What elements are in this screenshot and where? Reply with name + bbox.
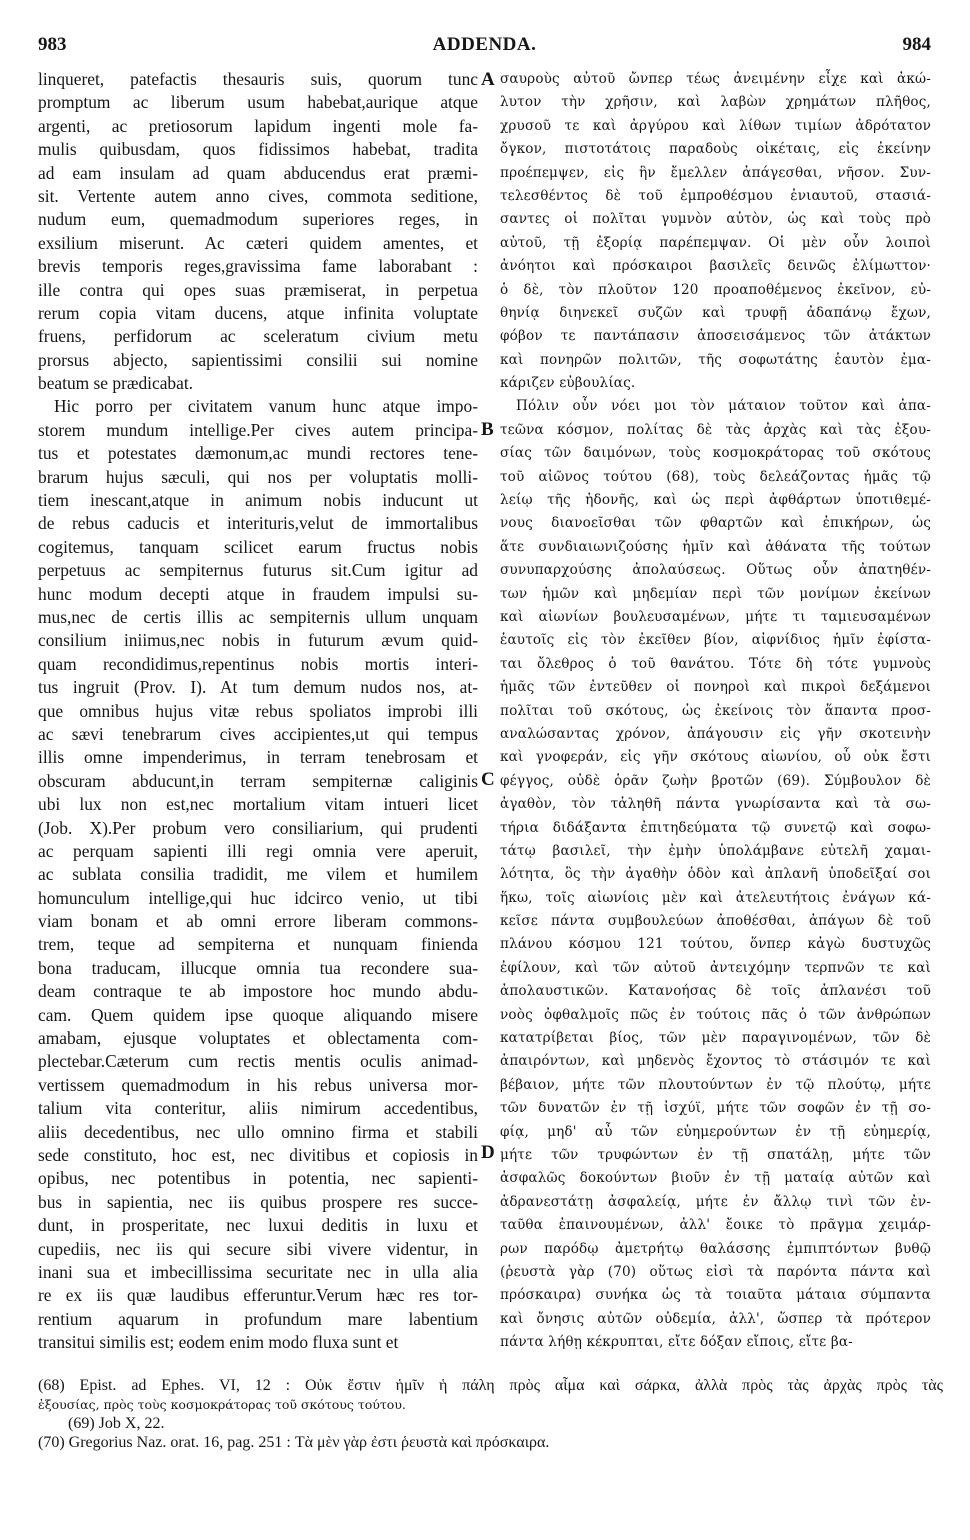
greek-text-line: καὶ γνοφεράν, εἰς γῆν σκότους αἰωνίου, οὗ οὐκ ἔστι <box>500 749 931 766</box>
greek-text-line: προέπεμψεν, εἰς ἣν ἔμελλεν ἀπάγεσθαι, νῆσον. Συν- <box>500 164 931 181</box>
greek-text-line: πρόσκαιρα) συνήκα ὡς τὰ τοιαῦτα μάταια σύμπαντα <box>500 1287 931 1304</box>
latin-text-line: re ex iis quæ laudibus efferuntur.Verum hæc res tor- <box>38 1285 478 1306</box>
greek-text-line: ἀνόητοι καὶ πρόσκαιροι βασιλεῖς δεινῶς ἐλίμωττον· <box>500 258 931 275</box>
greek-text-line: βέβαιον, μήτε τῶν πλουτούντων ἐν τῷ πλούτῳ, μήτε <box>500 1076 931 1093</box>
latin-text-line: que omnibus hujus vitæ rebus spoliatos improbi illi <box>38 700 478 721</box>
latin-text-line: opibus, nec potentibus in potentia, nec sapienti- <box>38 1168 478 1189</box>
latin-text-line: ac perquam sapienti illi regi omnia vere aperuit, <box>38 840 478 861</box>
latin-column <box>38 68 478 1354</box>
latin-text-line: tiem inescant,atque in animum nobis inducunt ut <box>38 490 478 511</box>
margin-marker-b: B <box>481 419 494 440</box>
latin-text-line: de rebus caducis et interituris,velut de immortalibus <box>38 513 478 534</box>
greek-text-line: σαυροὺς αὐτοῦ ὤνπερ τέως ἀνειμένην εἶχε καὶ ἀκώ- <box>500 71 931 87</box>
latin-text-line: plectebar.Cæterum cum rectis mentis oculis animad- <box>38 1051 478 1072</box>
latin-text-line: tus ingruit (Prov. I). At tum demum nudos nos, at- <box>38 677 478 698</box>
latin-text-line: storem mundum intellige.Per cives autem principa- <box>38 419 478 440</box>
latin-text-line: mulis quibusdam, quos fidissimos habebat, tradita <box>38 139 478 160</box>
greek-text-line: κατατρίβεται βίος, τῶν μὲν παραγινομένων, τῶν δὲ <box>500 1030 931 1047</box>
latin-text-line: fruens, perfidorum ac sceleratum civium metu <box>38 326 478 347</box>
greek-text-line: σίας τῶν δαιμόνων, τοὺς κοσμοκράτορας τοῦ σκότους <box>500 445 931 462</box>
greek-column <box>500 68 931 1354</box>
latin-text-line: linqueret, patefactis thesauris suis, quorum tunc <box>38 69 478 89</box>
latin-text-line: promptum ac liberum usum habebat,aurique atque <box>38 92 478 113</box>
greek-text-line: ἐφίλουν, καὶ τῶν αὐτοῦ ἀντειχόμην τερπνῶν τε καὶ <box>500 959 931 976</box>
latin-text-line: rentium aquarum in profundum mare labentium <box>38 1308 478 1329</box>
greek-text-line: φίᾳ, μηδ' αὖ τῶν εὐημερούντων ἐν τῇ εὐημερίᾳ, <box>500 1123 931 1140</box>
greek-text-line: πάντα λήθῃ κέκρυπται, εἴτε δόξαν εἴποις, εἴτε βα- <box>500 1334 853 1351</box>
greek-text-line: πολῖται τοῦ σκότους, ὡς ἐκείνοις τὸν ἅπαντα προσ- <box>500 702 931 719</box>
greek-text-line: συνυπαρχούσης ἀπολαύσεως. Οὕτως οὖν ἀπατηθέν- <box>500 562 931 579</box>
latin-text-line: inani sua et imbecillissima securitate nec in ulla alia <box>38 1261 478 1282</box>
greek-text-line: ὄγκον, πιστοτάτοις παραδοὺς οἰκέταις, εἰς ἐκείνην <box>500 141 931 158</box>
greek-text-line: κάριζεν εὐβουλίας. <box>500 375 636 392</box>
greek-text-line: ρων παρόδῳ ἀμετρήτῳ θαλάσσης ἐμπιπτόντων βυθῷ <box>500 1240 931 1257</box>
latin-text-line: transitui similis est; eodem enim modo fluxa sunt et <box>38 1332 399 1353</box>
greek-text-line: ἀδρανεστάτῃ ἀσφαλείᾳ, μήτε ἐν ἄλλῳ τινὶ τῶν ἐν- <box>500 1193 931 1210</box>
greek-text-line: ἀσφαλῶς δοκούντων βιοῦν ἐν τῇ ματαίᾳ αὐτῶν καὶ <box>500 1170 931 1187</box>
latin-text-line: ac sublata consilia tradidit, me vilem et humilem <box>38 864 478 885</box>
greek-text-line: ἑαυτοῖς εἰς τὸν ἐκεῖθεν βίον, αἰφνίδιος ἡμῖν ἐφίστα- <box>500 632 931 649</box>
latin-text-line: vertissem quemadmodum in his rebus universa mor- <box>38 1074 478 1095</box>
greek-text-line: φόβον τε παντάπασιν ἀποσεισάμενος τῶν ἀτάκτων <box>500 328 931 345</box>
greek-text-line: τοῦ αἰῶνος τούτου (68), τοὺς δελεάζοντας ἡμᾶς τῷ <box>500 468 931 485</box>
footnote-70: (70) Gregorius Naz. orat. 16, pag. 251 : Τὰ μὲν γὰρ ἐστι ῥευστὰ καὶ πρόσκαιρα. <box>38 1434 550 1451</box>
greek-text-line: σαντες οἱ πολῖται γυμνὸν αὐτὸν, ὡς καὶ τοὺς πρὸ <box>500 211 931 228</box>
greek-text-line: νοὸς ὀφθαλμοῖς πῶς ἐν τούτοις πᾶς ὁ τῶν ἀνθρώπων <box>500 1006 931 1023</box>
greek-text-line: τῶν δυνατῶν ἐν τῇ ἰσχύϊ, μήτε τῶν σοφῶν ἐν τῇ σο- <box>500 1100 931 1117</box>
greek-text-line: λείῳ τῆς ἡδονῆς, καὶ ὡς περὶ ἀφθάρτων ὑποτιθεμέ- <box>500 492 931 509</box>
latin-text-line: sede constituto, hoc est, nec divitibus et copiosis in <box>38 1144 478 1165</box>
latin-text-line: ac sævi tenebrarum cives accipientes,ut qui tempus <box>38 723 478 744</box>
greek-text-line: κεῖσε πάντα συμβουλεύων ἀποθέσθαι, ἀπάγων δὲ τοῦ <box>500 913 931 930</box>
greek-text-line: πλάνου κόσμου 121 τούτου, ὅνπερ κἀγὼ δυστυχῶς <box>500 936 931 953</box>
greek-text-line: θηνίᾳ διηνεκεῖ συζῶν καὶ τρυφῇ ἀδαπάνῳ ἔχων, <box>500 304 931 321</box>
greek-text-line: ἀπαιρόντων, καὶ μηδενὸς ἔχοντος τὸ στάσιμόν τε καὶ <box>500 1053 931 1070</box>
latin-text-line: perpetuus ac sempiternus futurus sit.Cum igitur ad <box>38 560 478 581</box>
latin-text-line: quam recondidimus,repentinus nobis mortis interi- <box>38 653 478 674</box>
latin-text-line: viam bonam et ab omni errore liberam commons- <box>38 911 478 932</box>
greek-text-line: Πόλιν οὖν νόει μοι τὸν μάταιον τοῦτον καὶ ἀπα- <box>516 398 931 415</box>
greek-text-line: μήτε τῶν τρυφώντων ἐν τῇ σπατάλῃ, μήτε τῶν <box>500 1146 931 1163</box>
greek-text-line: τεῶνα κόσμον, πολίτας δὲ τὰς ἀρχὰς καὶ τὰς ἐξου- <box>500 421 931 438</box>
latin-text-line: ille contra qui opes suas præmiserat, in perpetua <box>38 279 478 300</box>
latin-text-line: argenti, ac pretiosorum lapidum ingenti mole fa- <box>38 115 478 136</box>
latin-text-line: cogitemus, tanquam scilicet earum fructus nobis <box>38 536 478 557</box>
latin-text-line: prorsus abjecto, sapientissimi consilii sui nomine <box>38 349 478 370</box>
latin-text-line: cam. Quem quidem ipse quoque aliquando misere <box>38 1004 478 1025</box>
greek-text-line: χρυσοῦ τε καὶ ἀργύρου καὶ λίθων τιμίων ἀδρότατον <box>500 117 931 134</box>
greek-text-line: λυτον τὴν χρῆσιν, καὶ λαβὼν χρημάτων πλῆθος, <box>500 94 931 111</box>
latin-text-line: ubi lux non est,nec mortalium vitam intueri licet <box>38 794 478 815</box>
latin-text-line: (Job. X).Per probum vero consiliarium, qui prudenti <box>38 817 478 838</box>
latin-text-line: ad eam insulam ad quam abducendus erat præmi- <box>38 162 478 183</box>
greek-text-line: λότητα, ὃς τὴν ἀγαθὴν ὁδὸν καὶ ἀπλανῆ ὑποδεῖξαί σοι <box>500 866 931 883</box>
greek-text-line: καὶ αἰωνίων βουλευσαμένων, μήτε τι ταμιευσαμένων <box>500 608 931 625</box>
latin-text-line: bona traducam, illucque omnia tua recondere sua- <box>38 957 478 978</box>
greek-text-line: φέγγος, οὐδὲ ὁρᾶν ζωὴν βροτῶν (69). Σύμβουλον δὲ <box>500 772 931 789</box>
latin-text-line: tus et potestates dæmonum,ac mundi rectores tene- <box>38 443 478 464</box>
greek-text-line: αὐτοῦ, τῇ ἐξορίᾳ παρέπεμψαν. Οἱ μὲν οὖν λοιποὶ <box>500 234 931 251</box>
latin-text-line: homunculum intellige,qui huc idcirco venio, ut tibi <box>38 887 478 908</box>
latin-text-line: beatum se prædicabat. <box>38 373 194 394</box>
footnote-68-continued: ἐξουσίας, πρὸς τοὺς κοσμοκράτορας τοῦ σκότους τούτου. <box>38 1397 406 1412</box>
running-title: ADDENDA. <box>432 34 537 55</box>
greek-text-line: ἀγαθὸν, τὸν τἀληθῆ πάντα γνωρίσαντα καὶ τὰ σω- <box>500 796 931 813</box>
greek-text-line: ἥκω, τοῖς αἰωνίοις μὲν καὶ ἀτελευτήτοις ἐνάγων κά- <box>500 889 931 906</box>
margin-marker-a: A <box>481 69 495 90</box>
footnotes <box>38 1376 943 1452</box>
latin-text-line: cupediis, nec iis qui secure sibi vivere videntur, in <box>38 1238 478 1259</box>
latin-text-line: bus in sapientia, nec iis quibus prospere res succe- <box>38 1191 478 1212</box>
latin-text-line: deam contraque te ab impostore hoc mundo abdu- <box>38 981 478 1002</box>
greek-text-line: τελεσθέντος δὲ τοῦ ἐμπροθέσμου ἐνιαυτοῦ, στασιά- <box>500 187 931 204</box>
latin-text-line: dunt, in prosperitate, nec luxui deditis in luxu et <box>38 1215 478 1236</box>
latin-text-line: rerum copia vitam ducens, atque infinita voluptate <box>38 302 478 323</box>
greek-text-line: των ἡμῶν καὶ μηδεμίαν περὶ τῶν μονίμων ἐκείνων <box>500 585 931 602</box>
page-number-left: 983 <box>38 34 67 55</box>
greek-text-line: καὶ πονηρῶν πολιτῶν, τῆς σοφωτάτης ἑαυτὸν ἐμα- <box>500 351 931 368</box>
latin-text-line: obscuram abducunt,in terram sempiternæ caliginis <box>38 770 478 791</box>
page-number-right: 984 <box>902 34 931 55</box>
running-header <box>38 34 931 58</box>
latin-text-line: aliis decedentibus, nec ullo omnino firma et stabili <box>38 1121 478 1142</box>
latin-text-line: Hic porro per civitatem vanum hunc atque impo- <box>54 396 478 417</box>
greek-text-line: ται ὄλεθρος ὁ τοῦ θανάτου. Τότε δὴ τότε γυμνοὺς <box>500 655 931 672</box>
greek-text-line: ἡμᾶς τῶν ἐντεῦθεν οἱ πονηροὶ καὶ πικροὶ δεξάμενοι <box>500 679 931 696</box>
latin-text-line: exsilium miserunt. Ac cæteri quidem amentes, et <box>38 232 478 253</box>
greek-text-line: καὶ ὄνησις αὐτῶν οὐδεμία, ἀλλ', ὥσπερ τὰ πρότερον <box>500 1310 931 1327</box>
greek-text-line: ἅτε συνδιαιωνιζούσης ἡμῖν καὶ ἀθάνατα τῆς τούτων <box>500 538 931 555</box>
latin-text-line: illis omne impenderimus, in terram tenebrosam et <box>38 747 478 768</box>
greek-text-line: νους διανοεῖσθαι τῶν φθαρτῶν καὶ ἐπικήρων, ὡς <box>500 515 931 532</box>
footnote-68: (68) Epist. ad Ephes. VI, 12 : Οὐκ ἔστιν ἡμῖν ἡ πάλη πρὸς αἷμα καὶ σάρκα, ἀλλὰ πρὸς τὰς ἀρχὰς πρὸς τὰς <box>38 1377 943 1394</box>
greek-text-line: (ῥευστὰ γὰρ (70) οὕτως εἰσὶ τὰ παρόντα πάντα καὶ <box>500 1263 931 1280</box>
greek-text-line: ταῦθα ἐπαινουμένων, ἀλλ' ἔοικε τὸ πρᾶγμα χειμάρ- <box>500 1217 931 1234</box>
latin-text-line: mus,nec de certis illis ac sempiternis ullum unquam <box>38 606 478 627</box>
latin-text-line: trem, teque ad sempiterna et nunquam finienda <box>38 934 478 955</box>
greek-text-line: τήρια διδάξαντα ἐπιτηδεύματα τῷ συνετῷ καὶ σοφω- <box>500 819 931 836</box>
latin-text-line: nudum eum, quemadmodum superiores reges, in <box>38 209 478 230</box>
greek-text-line: ὁ δὲ, τὸν πλοῦτον 120 προαποθέμενος ἐκεῖνον, εὐ- <box>500 281 931 298</box>
greek-text-line: ἀπολαυστικῶν. Κατανοήσας δὲ τοῖς ἀπλανέσι τοῦ <box>500 983 931 1000</box>
latin-text-line: talium vita conteritur, aliis nimirum accedentibus, <box>38 1098 478 1119</box>
latin-text-line: consilium iniimus,nec nobis in futurum ævum quid- <box>38 630 478 651</box>
latin-text-line: sit. Vertente autem anno cives, commota seditione, <box>38 185 478 206</box>
latin-text-line: brarum hujus sæculi, qui nos per voluptatis molli- <box>38 466 478 487</box>
margin-marker-c: C <box>481 769 495 790</box>
greek-text-line: τάτῳ βασιλεῖ, τὴν ἐμὴν ὑπολάμβανε εὐτελῆ χαμαι- <box>500 842 931 859</box>
greek-text-line: αναλώσαντας χρόνον, ἀπάγουσιν εἰς γῆν σκοτεινὴν <box>500 725 931 742</box>
footnote-69: (69) Job X, 22. <box>68 1415 165 1432</box>
latin-text-line: hunc modum decepti atque in fraudem impulsi su- <box>38 583 478 604</box>
margin-marker-d: D <box>481 1142 495 1163</box>
latin-text-line: amabam, ejusque voluptates et oblectamenta com- <box>38 1028 478 1049</box>
latin-text-line: brevis temporis reges,gravissima fame laborabant : <box>38 256 478 277</box>
